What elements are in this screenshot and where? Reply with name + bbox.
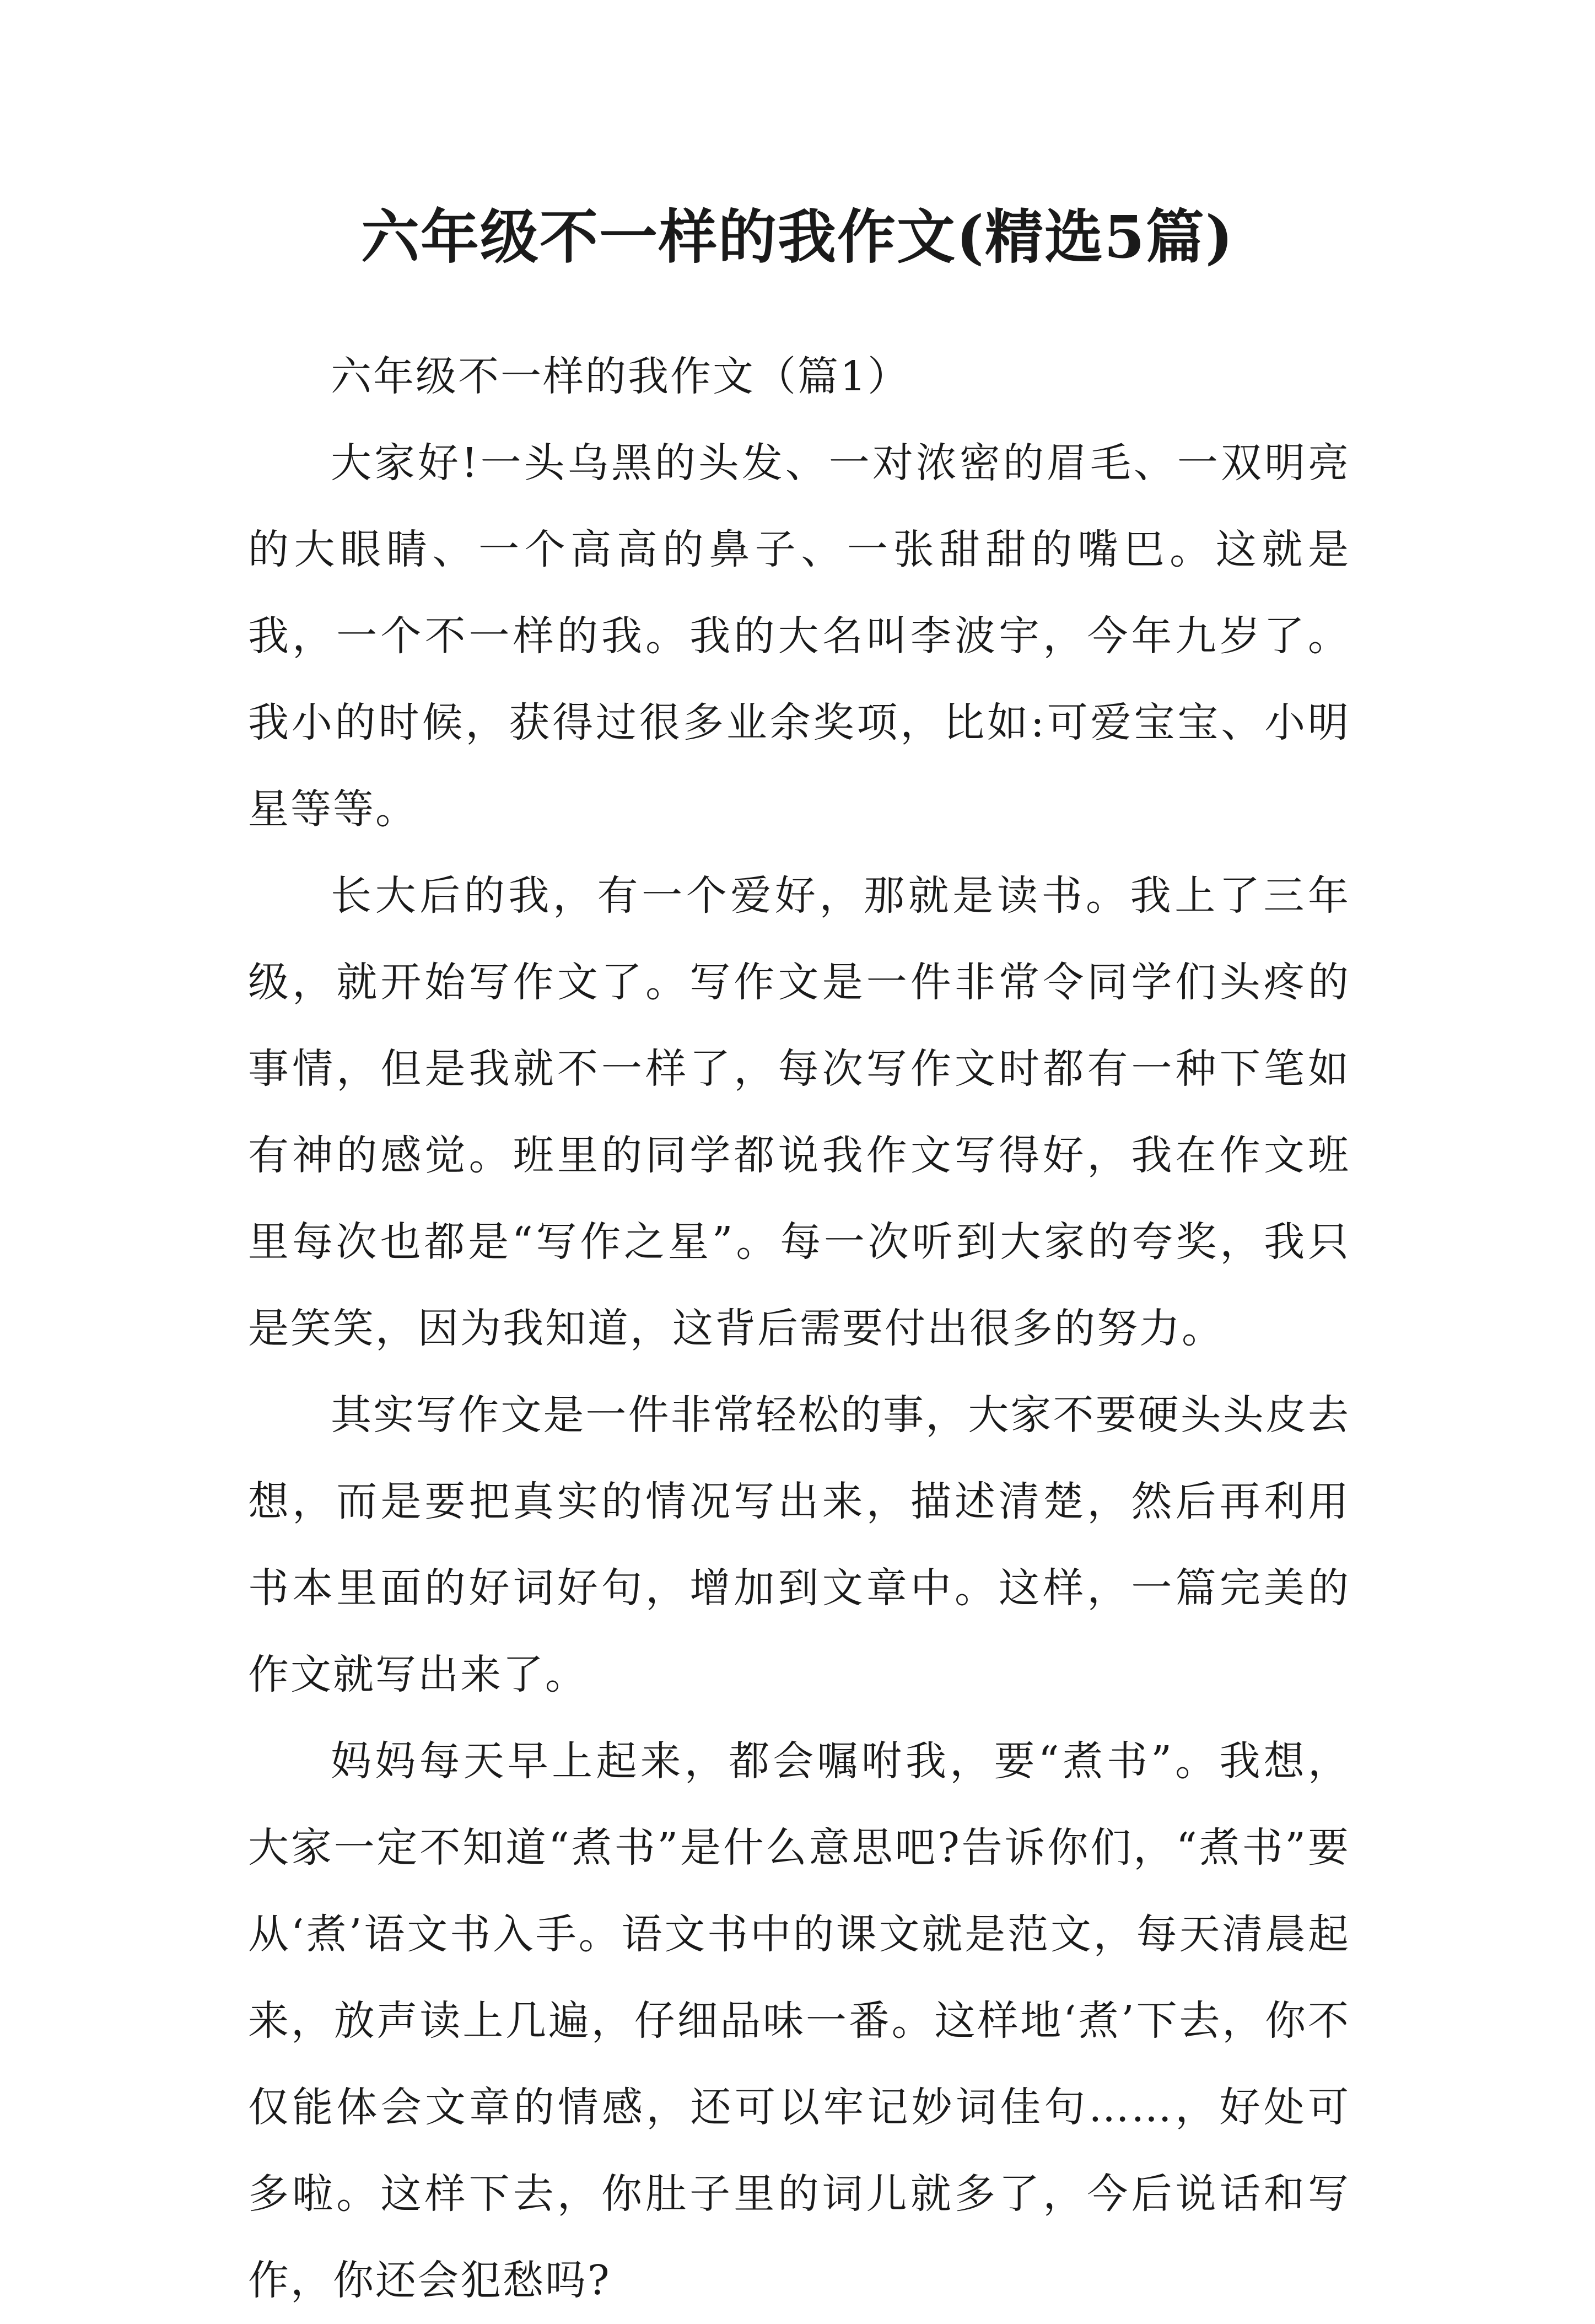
paragraph-1: 大家好!一头乌黑的头发、一对浓密的眉毛、一双明亮的大眼睛、一个高高的鼻子、一张甜甜的嘴巴。这就是我，一个不一样的我。我的大名叫李波宇，今年九岁了。我小的时候，获得过很多业余奖项，比如:可爱宝宝、小明星等等。: [248, 439, 1350, 833]
paragraph-3: 其实写作文是一件非常轻松的事，大家不要硬头头皮去想，而是要把真实的情况写出来，描述清楚，然后再利用书本里面的好词好句，增加到文章中。这样，一篇完美的作文就写出来了。: [248, 1391, 1350, 1698]
document-body: [248, 333, 1350, 2324]
document-title: 六年级不一样的我作文(精选5篇): [360, 202, 1235, 271]
paragraph-4: 妈妈每天早上起来，都会嘱咐我，要“煮书”。我想，大家一定不知道“煮书”是什么意思吧?告诉你们，“煮书”要从‘煮’语文书入手。语文书中的课文就是范文，每天清晨起来，放声读上几遍，仔细品味一番。这样地‘煮’下去，你不仅能体会文章的情感，还可以牢记妙词佳句……，好处可多啦。这样下去，你肚子里的词儿就多了，今后说话和写作，你还会犯愁吗?: [248, 1737, 1350, 2304]
section-heading: 六年级不一样的我作文（篇1）: [331, 353, 910, 400]
paragraph-2: 长大后的我，有一个爱好，那就是读书。我上了三年级，就开始写作文了。写作文是一件非常令同学们头疼的事情，但是我就不一样了，每次写作文时都有一种下笔如有神的感觉。班里的同学都说我作文写得好，我在作文班里每次也都是“写作之星”。每一次听到大家的夸奖，我只是笑笑，因为我知道，这背后需要付出很多的努力。: [248, 872, 1350, 1352]
